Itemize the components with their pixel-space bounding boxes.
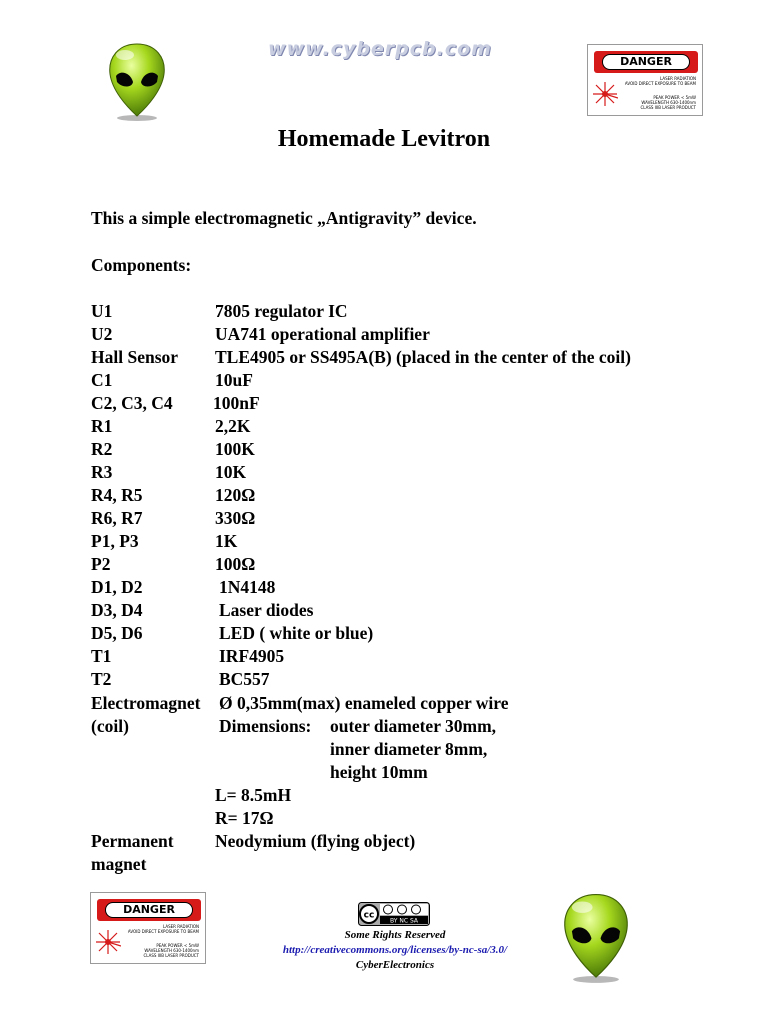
inner-diameter: inner diameter 8mm, <box>330 739 488 759</box>
outer-diameter: outer diameter 30mm, <box>330 716 497 736</box>
intro-text: This a simple electromagnetic „Antigravity” device. <box>91 208 477 228</box>
component-label: T2 <box>91 669 112 689</box>
resistance-value: R= 17Ω <box>215 808 274 828</box>
author-text: CyberElectronics <box>355 959 435 971</box>
danger-line-1: LASER RADIATION <box>660 76 696 81</box>
coil-height: height 10mm <box>330 762 428 782</box>
component-value: 10K <box>215 462 247 482</box>
component-value: LED ( white or blue) <box>219 623 374 643</box>
alien-head-icon-footer <box>560 890 632 984</box>
inductance-value: L= 8.5mH <box>215 785 292 805</box>
component-value: TLE4905 or SS495A(B) (placed in the center of the coil) <box>215 347 631 367</box>
component-value: 7805 regulator IC <box>215 301 348 321</box>
magnet-value: Neodymium (flying object) <box>215 831 416 851</box>
creative-commons-icon[interactable] <box>358 902 430 926</box>
danger-line-2: AVOID DIRECT EXPOSURE TO BEAM <box>624 81 696 86</box>
danger-line-3: PEAK POWER < 5mW <box>156 943 199 948</box>
dimensions-label: Dimensions: <box>219 716 312 736</box>
danger-word: DANGER <box>105 902 193 918</box>
alien-head-icon <box>106 40 168 122</box>
component-value: 330Ω <box>215 508 256 528</box>
component-value: 10uF <box>215 370 253 390</box>
component-label: C1 <box>91 370 113 390</box>
component-value: 100nF <box>213 393 260 413</box>
component-value: 100Ω <box>215 554 256 574</box>
electromagnet-label: Electromagnet <box>91 693 201 713</box>
component-label: T1 <box>91 646 112 666</box>
component-label: R4, R5 <box>91 485 143 505</box>
danger-line-4: WAVELENGTH 630-1400nm <box>144 948 199 953</box>
coil-label: (coil) <box>91 716 129 736</box>
electromagnet-wire: Ø 0,35mm(max) enameled copper wire <box>219 693 509 713</box>
component-label: D1, D2 <box>91 577 143 597</box>
component-label: R1 <box>91 416 113 436</box>
laser-starburst-icon <box>592 81 618 107</box>
danger-line-2: AVOID DIRECT EXPOSURE TO BEAM <box>127 929 199 934</box>
component-value: 100K <box>215 439 255 459</box>
license-link[interactable]: http://creativecommons.org/licenses/by-nc-sa/3.0/ <box>282 944 508 956</box>
component-label: P1, P3 <box>91 531 139 551</box>
permanent-label: Permanent <box>91 831 174 851</box>
svg-text:cc: cc <box>363 910 375 921</box>
laser-danger-sign <box>587 44 703 116</box>
laser-starburst-icon <box>95 929 121 955</box>
component-label: R3 <box>91 462 113 482</box>
component-label: D3, D4 <box>91 600 143 620</box>
component-value: UA741 operational amplifier <box>215 324 430 344</box>
component-value: 1K <box>215 531 238 551</box>
danger-line-1: LASER RADIATION <box>163 924 199 929</box>
components-heading: Components: <box>91 255 192 275</box>
svg-text:BY NC SA: BY NC SA <box>390 917 418 925</box>
component-value: 120Ω <box>215 485 256 505</box>
component-value: 2,2K <box>215 416 251 436</box>
rights-text: Some Rights Reserved <box>344 929 446 941</box>
component-value: 1N4148 <box>219 577 276 597</box>
component-label: R2 <box>91 439 113 459</box>
danger-line-3: PEAK POWER < 5mW <box>653 95 696 100</box>
component-label: P2 <box>91 554 111 574</box>
component-value: BC557 <box>219 669 270 689</box>
component-label: Hall Sensor <box>91 347 179 367</box>
page-title: Homemade Levitron <box>277 126 491 152</box>
danger-word: DANGER <box>602 54 690 70</box>
site-url[interactable]: www.cyberpcb.com <box>268 38 492 60</box>
component-label: U1 <box>91 301 113 321</box>
laser-danger-sign-footer <box>90 892 206 964</box>
component-label: R6, R7 <box>91 508 143 528</box>
danger-line-5: CLASS IIIB LASER PRODUCT <box>143 953 199 958</box>
component-label: C2, C3, C4 <box>91 393 173 413</box>
danger-line-4: WAVELENGTH 630-1400nm <box>641 100 696 105</box>
danger-line-5: CLASS IIIB LASER PRODUCT <box>640 105 696 110</box>
component-value: Laser diodes <box>219 600 314 620</box>
component-label: U2 <box>91 324 113 344</box>
component-label: D5, D6 <box>91 623 143 643</box>
component-value: IRF4905 <box>219 646 285 666</box>
magnet-label: magnet <box>91 854 147 874</box>
